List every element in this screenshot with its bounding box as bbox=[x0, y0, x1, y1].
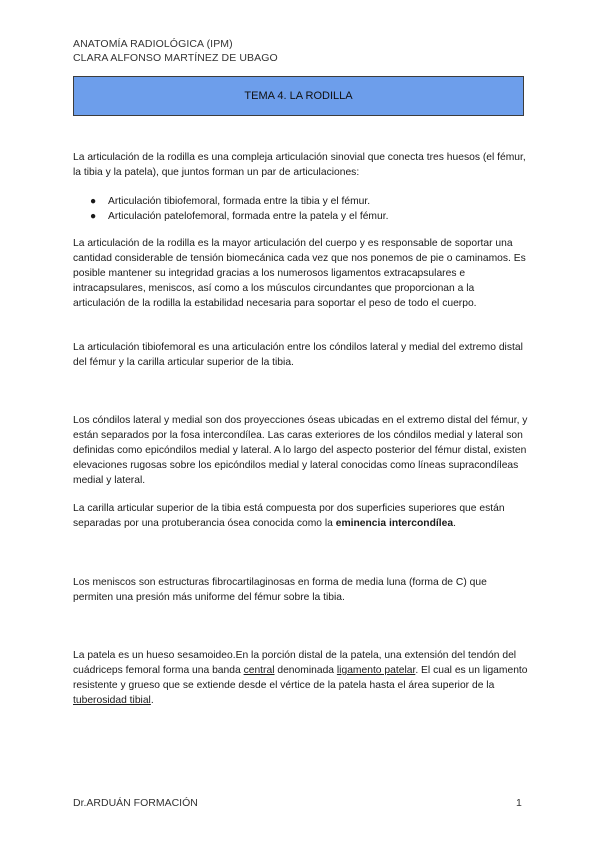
bullet-text: Articulación tibiofemoral, formada entre la tibia y el fémur. bbox=[108, 196, 371, 207]
patella-text-a: La patela es un hueso sesamoideo.En la porción distal de la patela, una extensión del tendón del cuádriceps femoral forma una banda bbox=[73, 650, 517, 676]
underlined-tibial-tuberosity: tuberosidad tibial bbox=[73, 695, 151, 706]
paragraph-tibiofemoral: La articulación tibiofemoral es una articulación entre los cóndilos lateral y medial del extremo distal del fémur y la carilla articular superior de la tibia. bbox=[73, 342, 523, 368]
patella-text-c: . El cual es un ligamento resistente y grueso que se extiende desde el vértice de la patela hasta el área superior de la bbox=[73, 665, 528, 691]
list-item bbox=[73, 194, 529, 209]
patella-text-d: . bbox=[150, 695, 154, 706]
page-title: TEMA 4. LA RODILLA bbox=[244, 90, 353, 102]
patella-text-b: denominada bbox=[274, 665, 337, 676]
paragraph-condyles: Los cóndilos lateral y medial son dos proyecciones óseas ubicadas en el extremo distal del fémur, y están separados por la fosa intercondílea. Las caras exteriores de los cóndilos medial y lateral son definidas como epicóndilos medial y lateral. A lo largo del aspecto posterior del fémur distal, existen elevaciones rugosas sobre los epicóndilos medial y lateral conocidas como líneas supracondíleas medial y lateral. bbox=[73, 415, 528, 486]
header-author: CLARA ALFONSO MARTÍNEZ DE UBAGO bbox=[73, 52, 278, 64]
tibial-surface-end: . bbox=[453, 518, 456, 529]
tibial-surface-text: La carilla articular superior de la tibia está compuesta por dos superficies superiores que están separadas por una protuberancia ósea conocida como la bbox=[73, 503, 505, 529]
footer-brand: Dr.ARDUÁN FORMACIÓN bbox=[73, 797, 198, 809]
title-box bbox=[73, 76, 524, 116]
bullet-text: Articulación patelofemoral, formada entre la patela y el fémur. bbox=[108, 211, 389, 222]
bullet-dot: ● bbox=[90, 196, 97, 207]
paragraph-knee-joint: La articulación de la rodilla es la mayor articulación del cuerpo y es responsable de soportar una cantidad considerable de tensión biomecánica cada vez que nos ponemos de pie o caminamos. Es posible mantener su integridad gracias a los numerosos ligamentos extracapsulares e intracapsulares, meniscos, así como a los músculos circundantes que proporcionan a la articulación de la rodilla la estabilidad necesaria para soportar el peso de todo el cuerpo. bbox=[73, 238, 526, 309]
header-course: ANATOMÍA RADIOLÓGICA (IPM) bbox=[73, 38, 233, 50]
paragraph-tibial-surface bbox=[73, 501, 529, 531]
page-number: 1 bbox=[516, 797, 522, 809]
underlined-central: central bbox=[243, 665, 275, 676]
bold-term-intercondylar-eminence: eminencia intercondílea bbox=[335, 518, 454, 529]
page-header bbox=[73, 37, 278, 65]
underlined-patellar-ligament: ligamento patelar bbox=[336, 665, 416, 676]
paragraph-intro: La articulación de la rodilla es una compleja articulación sinovial que conecta tres huesos (el fémur, la tibia y la patela), que juntos forman un par de articulaciones: bbox=[73, 152, 526, 178]
paragraph-patella bbox=[73, 648, 529, 708]
bullet-list bbox=[73, 194, 529, 224]
paragraph-menisci: Los meniscos son estructuras fibrocartilaginosas en forma de media luna (forma de C) que permiten una presión más uniforme del fémur sobre la tibia. bbox=[73, 577, 487, 603]
bullet-dot: ● bbox=[90, 211, 97, 222]
list-item bbox=[73, 209, 529, 224]
